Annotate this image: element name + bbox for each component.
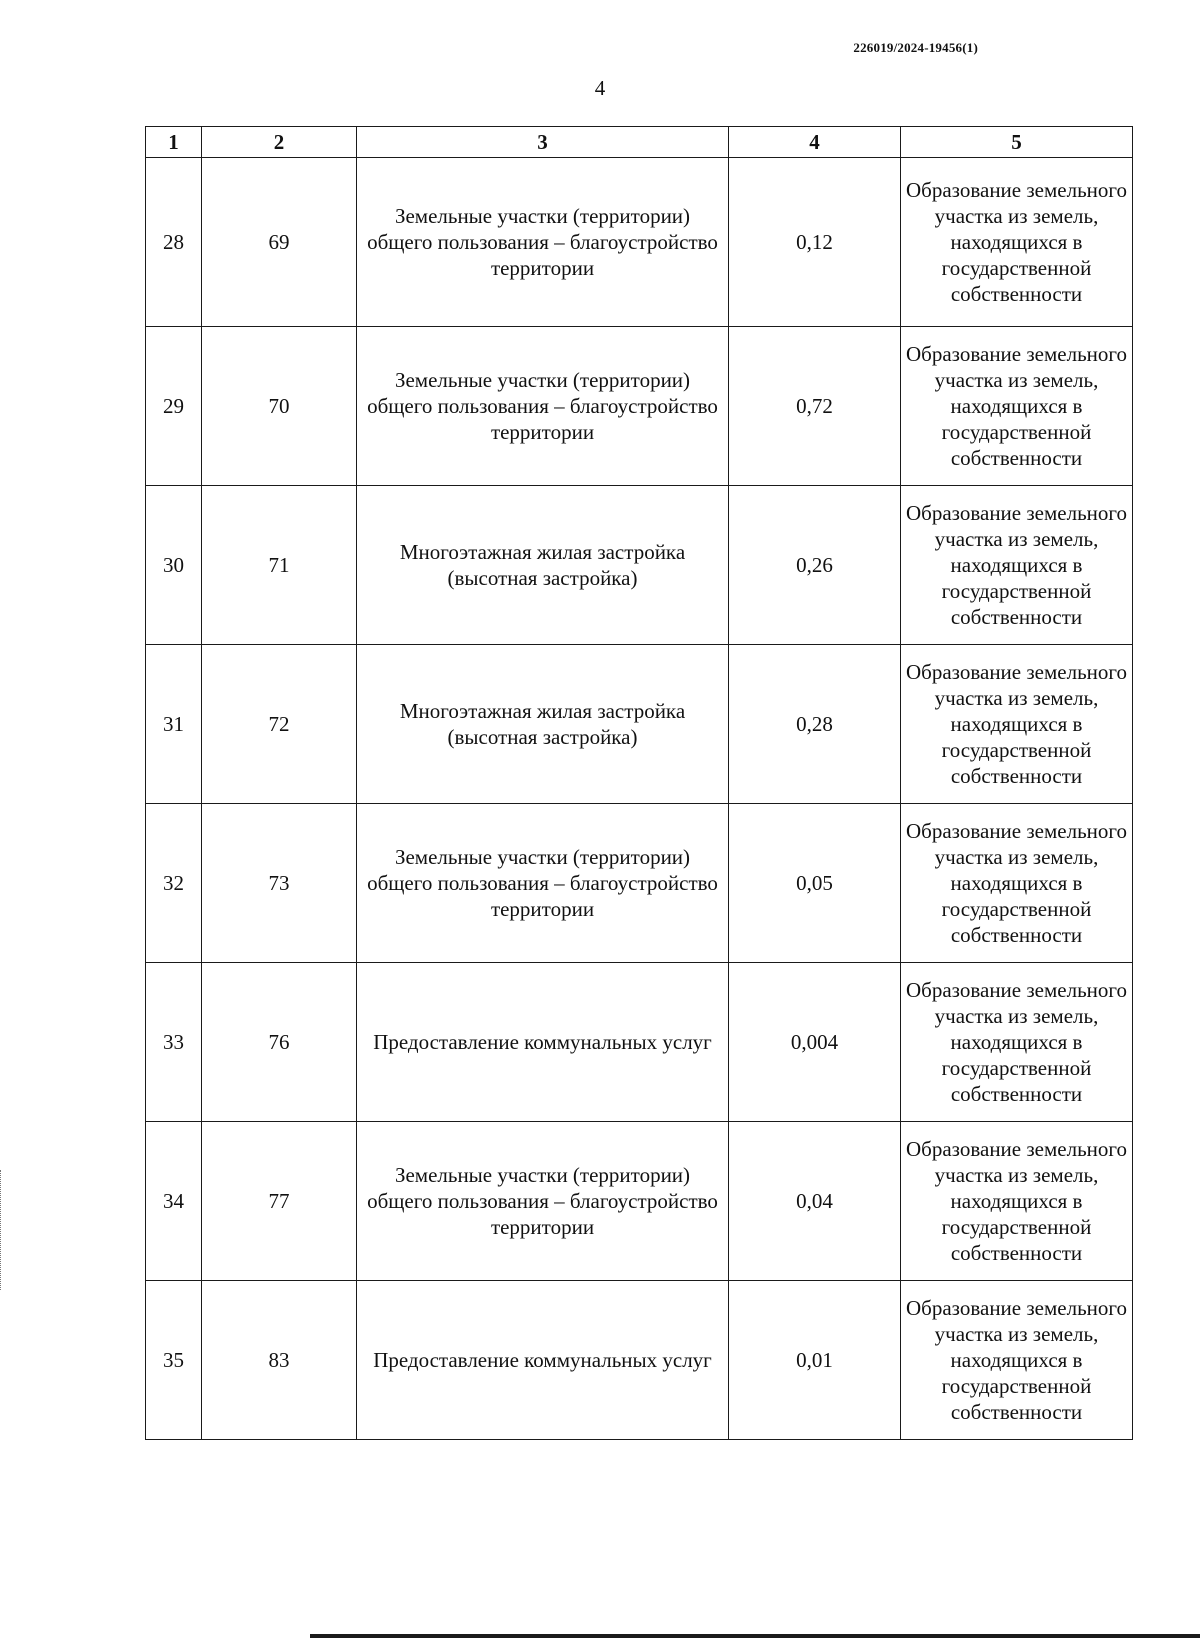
permitted-use: Земельные участки (территории) общего пользования – благоустройство территории: [357, 804, 729, 963]
row-number: 31: [146, 645, 202, 804]
column-header: 5: [901, 127, 1133, 158]
column-header: 2: [202, 127, 357, 158]
plot-number: 70: [202, 327, 357, 486]
permitted-use: Земельные участки (территории) общего пользования – благоустройство территории: [357, 327, 729, 486]
area-value: 0,05: [729, 804, 901, 963]
plot-number: 77: [202, 1122, 357, 1281]
document-id: 226019/2024-19456(1): [853, 40, 978, 55]
formation-method: Образование земельного участка из земель, находящихся в государственной собственности: [901, 327, 1133, 486]
plot-number: 76: [202, 963, 357, 1122]
formation-method: Образование земельного участка из земель, находящихся в государственной собственности: [901, 486, 1133, 645]
formation-method: Образование земельного участка из земель, находящихся в государственной собственности: [901, 158, 1133, 327]
permitted-use: Многоэтажная жилая застройка (высотная застройка): [357, 645, 729, 804]
table-row: [146, 804, 1133, 963]
permitted-use: Предоставление коммунальных услуг: [357, 963, 729, 1122]
row-number: 29: [146, 327, 202, 486]
land-plots-table: [145, 126, 1133, 1440]
column-header: 3: [357, 127, 729, 158]
page-number: 4: [594, 76, 606, 100]
table-row: [146, 963, 1133, 1122]
scan-bottom-edge: [310, 1634, 1200, 1638]
area-value: 0,12: [729, 158, 901, 327]
column-header: 1: [146, 127, 202, 158]
row-number: 32: [146, 804, 202, 963]
table-row: [146, 486, 1133, 645]
area-value: 0,72: [729, 327, 901, 486]
area-value: 0,28: [729, 645, 901, 804]
row-number: 35: [146, 1281, 202, 1440]
formation-method: Образование земельного участка из земель, находящихся в государственной собственности: [901, 963, 1133, 1122]
table-row: [146, 327, 1133, 486]
area-value: 0,26: [729, 486, 901, 645]
formation-method: Образование земельного участка из земель, находящихся в государственной собственности: [901, 1122, 1133, 1281]
row-number: 34: [146, 1122, 202, 1281]
plot-number: 71: [202, 486, 357, 645]
table-header-row: [146, 127, 1133, 158]
table-row: [146, 645, 1133, 804]
row-number: 30: [146, 486, 202, 645]
area-value: 0,004: [729, 963, 901, 1122]
table-row: [146, 1281, 1133, 1440]
scan-edge-marks: [0, 1170, 3, 1290]
row-number: 33: [146, 963, 202, 1122]
plot-number: 73: [202, 804, 357, 963]
row-number: 28: [146, 158, 202, 327]
plot-number: 83: [202, 1281, 357, 1440]
column-header: 4: [729, 127, 901, 158]
formation-method: Образование земельного участка из земель, находящихся в государственной собственности: [901, 1281, 1133, 1440]
plot-number: 72: [202, 645, 357, 804]
formation-method: Образование земельного участка из земель, находящихся в государственной собственности: [901, 804, 1133, 963]
area-value: 0,01: [729, 1281, 901, 1440]
plot-number: 69: [202, 158, 357, 327]
permitted-use: Многоэтажная жилая застройка (высотная застройка): [357, 486, 729, 645]
formation-method: Образование земельного участка из земель, находящихся в государственной собственности: [901, 645, 1133, 804]
table-row: [146, 1122, 1133, 1281]
permitted-use: Земельные участки (территории) общего пользования – благоустройство территории: [357, 158, 729, 327]
area-value: 0,04: [729, 1122, 901, 1281]
table-row: [146, 158, 1133, 327]
permitted-use: Земельные участки (территории) общего пользования – благоустройство территории: [357, 1122, 729, 1281]
permitted-use: Предоставление коммунальных услуг: [357, 1281, 729, 1440]
